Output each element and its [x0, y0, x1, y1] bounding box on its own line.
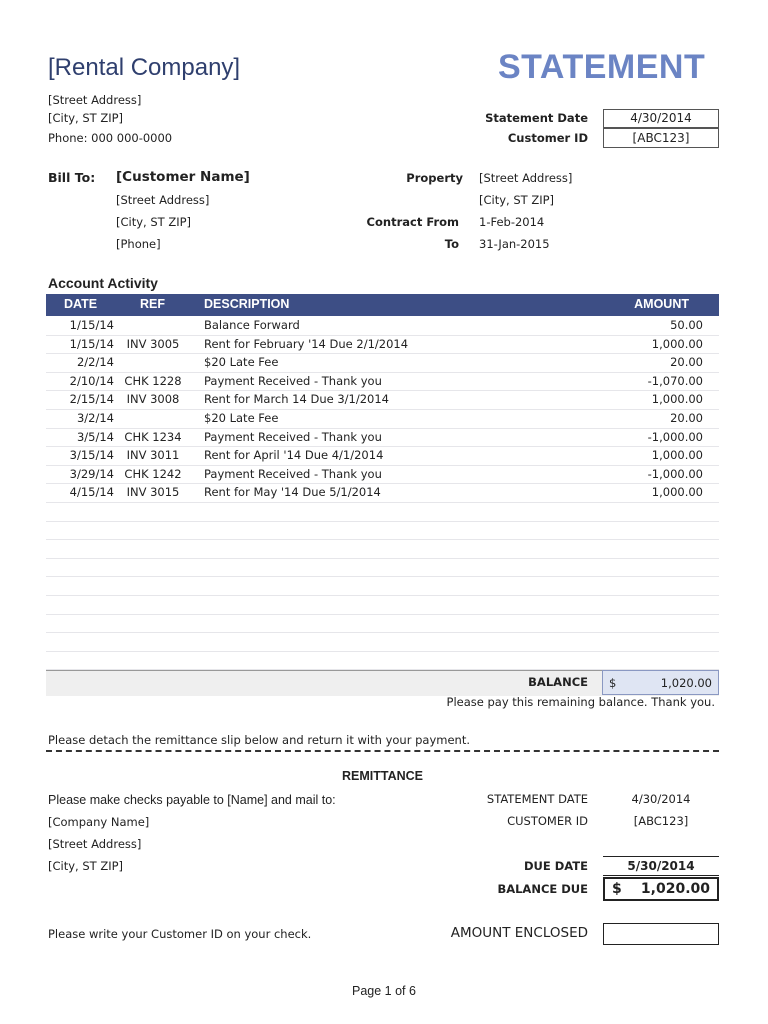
row-date: 3/29/14	[69, 466, 114, 481]
table-row-empty	[46, 595, 719, 615]
customer-id-label: Customer ID	[507, 131, 588, 145]
row-description: Rent for May '14 Due 5/1/2014	[204, 485, 381, 500]
col-amount-header: AMOUNT	[634, 297, 689, 311]
due-date-value: 5/30/2014	[603, 856, 719, 876]
row-date: 3/5/14	[76, 429, 114, 444]
row-amount: -1,070.00	[647, 373, 703, 388]
due-date-label: DUE DATE	[524, 859, 588, 873]
row-date: 2/10/14	[69, 373, 114, 388]
customer-name: [Customer Name]	[116, 169, 250, 185]
row-date: 1/15/14	[69, 318, 114, 332]
row-date: 4/15/14	[69, 485, 114, 500]
table-row	[46, 372, 719, 392]
table-row	[46, 409, 719, 429]
statement-date-value: 4/30/2014	[603, 109, 719, 128]
row-amount: 1,000.00	[651, 392, 703, 407]
row-description: Balance Forward	[204, 318, 300, 332]
property-label: Property	[406, 171, 463, 185]
payable-note: Please make checks payable to [Name] and mail to:	[48, 793, 336, 807]
row-description: Rent for March 14 Due 3/1/2014	[204, 392, 389, 407]
table-row-empty	[46, 502, 719, 522]
balance-box	[602, 670, 719, 695]
row-ref: INV 3011	[126, 448, 180, 463]
balance-label: BALANCE	[528, 675, 588, 689]
row-description: Rent for February '14 Due 2/1/2014	[204, 336, 409, 351]
row-amount: 50.00	[670, 318, 703, 332]
row-ref: INV 3008	[126, 392, 180, 407]
amount-enclosed-field[interactable]	[603, 923, 719, 945]
company-city: [City, ST ZIP]	[48, 111, 124, 125]
company-street: [Street Address]	[48, 93, 142, 107]
table-row-empty	[46, 614, 719, 634]
account-activity-title: Account Activity	[48, 275, 158, 291]
row-description: Rent for April '14 Due 4/1/2014	[204, 448, 384, 463]
row-ref: CHK 1242	[124, 466, 182, 481]
row-amount: 20.00	[670, 411, 703, 425]
row-date: 1/15/14	[69, 336, 114, 351]
contract-to-value: 31-Jan-2015	[479, 237, 550, 251]
row-description: Payment Received - Thank you	[204, 429, 382, 444]
company-name: [Rental Company]	[48, 54, 241, 81]
remittance-title: REMITTANCE	[342, 769, 424, 783]
tear-line	[46, 750, 719, 752]
table-row-empty	[46, 632, 719, 652]
remit-customer-id-value: [ABC123]	[633, 814, 689, 828]
customer-phone: [Phone]	[116, 237, 161, 251]
row-amount: -1,000.00	[647, 466, 703, 481]
balance-due-box	[603, 877, 719, 901]
table-row-empty	[46, 576, 719, 596]
table-row	[46, 390, 719, 410]
row-amount: 20.00	[670, 355, 703, 370]
remit-city: [City, ST ZIP]	[48, 859, 124, 873]
table-row-empty	[46, 651, 719, 671]
table-row	[46, 353, 719, 373]
bill-to-label: Bill To:	[48, 170, 96, 185]
row-amount: 1,000.00	[651, 336, 703, 351]
row-ref: INV 3015	[126, 485, 180, 500]
row-description: $20 Late Fee	[204, 411, 279, 425]
page-indicator: Page 1 of 6	[352, 984, 416, 998]
remit-street: [Street Address]	[48, 837, 142, 851]
property-city: [City, ST ZIP]	[479, 193, 555, 207]
balance-due-amount: 1,020.00	[640, 881, 710, 897]
statement-date-label: Statement Date	[485, 111, 588, 125]
amount-enclosed-label: AMOUNT ENCLOSED	[450, 925, 588, 941]
row-ref: INV 3005	[126, 336, 180, 351]
row-amount: 1,000.00	[651, 485, 703, 500]
activity-table-header	[46, 294, 719, 316]
customer-id-value: [ABC123]	[603, 128, 719, 148]
table-row	[46, 335, 719, 355]
customer-id-note: Please write your Customer ID on your check.	[48, 927, 312, 941]
customer-city: [City, ST ZIP]	[116, 215, 192, 229]
col-date-header: DATE	[64, 297, 98, 311]
table-row-empty	[46, 521, 719, 541]
row-date: 3/15/14	[69, 448, 114, 463]
balance-note: Please pay this remaining balance. Thank you.	[446, 695, 715, 709]
row-description: Payment Received - Thank you	[204, 466, 382, 481]
row-date: 2/2/14	[76, 355, 114, 370]
row-date: 2/15/14	[69, 392, 114, 407]
document-title: STATEMENT	[498, 48, 706, 86]
row-ref: CHK 1234	[124, 429, 182, 444]
row-date: 3/2/14	[76, 411, 114, 425]
property-street: [Street Address]	[479, 171, 573, 185]
remit-statement-date-label: STATEMENT DATE	[486, 792, 588, 806]
table-row	[46, 316, 719, 336]
row-ref: CHK 1228	[124, 373, 182, 388]
balance-amount: 1,020.00	[660, 676, 712, 690]
table-row	[46, 483, 719, 503]
contract-from-value: 1-Feb-2014	[479, 215, 545, 229]
row-amount: 1,000.00	[651, 448, 703, 463]
remit-customer-id-label: CUSTOMER ID	[507, 814, 588, 828]
balance-due-currency: $	[612, 881, 622, 897]
detach-note: Please detach the remittance slip below and return it with your payment.	[48, 733, 470, 747]
remit-statement-date-value: 4/30/2014	[631, 792, 691, 806]
col-description-header: DESCRIPTION	[204, 297, 290, 311]
row-description: $20 Late Fee	[204, 355, 279, 370]
table-row	[46, 465, 719, 485]
table-row	[46, 446, 719, 466]
balance-currency: $	[609, 676, 617, 690]
row-amount: -1,000.00	[647, 429, 703, 444]
row-description: Payment Received - Thank you	[204, 373, 382, 388]
table-row-empty	[46, 558, 719, 578]
table-row-empty	[46, 539, 719, 559]
customer-street: [Street Address]	[116, 193, 210, 207]
company-phone: Phone: 000 000-0000	[48, 131, 173, 145]
table-row	[46, 428, 719, 448]
balance-due-label: BALANCE DUE	[497, 882, 588, 896]
remit-company: [Company Name]	[48, 815, 150, 829]
contract-to-label: To	[444, 237, 459, 251]
contract-from-label: Contract From	[366, 215, 459, 229]
col-ref-header: REF	[140, 297, 165, 311]
